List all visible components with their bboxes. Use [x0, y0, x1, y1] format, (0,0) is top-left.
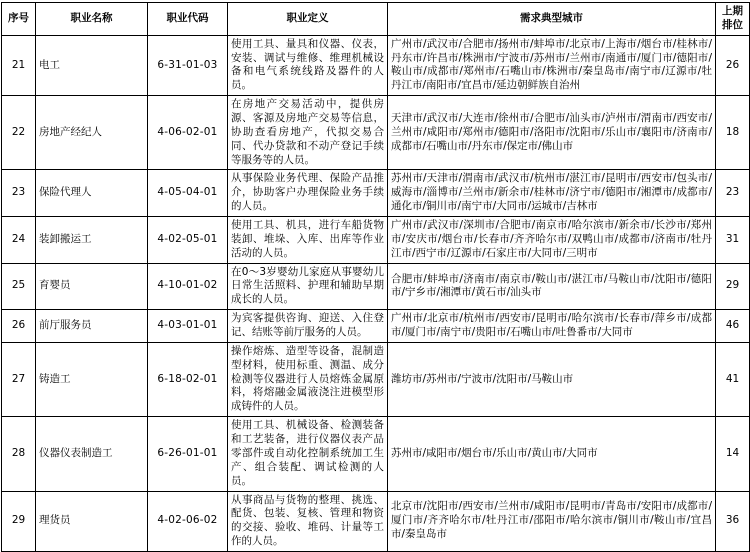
cell-occupation-definition: 从事商品与货物的整理、挑选、配货、包装、复核、管理和物资的交接、验收、堆码、计量等工作的人员。 — [228, 491, 388, 551]
column-header-rank-line2: 排位 — [722, 18, 743, 31]
cell-previous-rank: 31 — [716, 217, 750, 264]
cell-occupation-code: 4-05-04-01 — [148, 170, 228, 217]
cell-occupation-definition: 使用工具、量具和仪器、仪表，安装、调试与维修、维理机械设备和电气系统线路及器件的人员。 — [228, 35, 388, 95]
cell-previous-rank: 23 — [716, 170, 750, 217]
cell-occupation-name: 育婴员 — [36, 263, 148, 310]
table-header-row — [2, 3, 750, 36]
cell-occupation-name: 仪器仪表制造工 — [36, 417, 148, 491]
cell-occupation-name: 房地产经纪人 — [36, 96, 148, 170]
cell-occupation-definition: 使用工具、机械设备、检测装备和工艺装备，进行仪器仪表产品零部件或自动化控制系统加工生产、组合装配、调试检测的人员。 — [228, 417, 388, 491]
cell-seq: 28 — [2, 417, 36, 491]
cell-occupation-definition: 在房地产交易活动中，提供房源、客源及房地产交易等信息，协助查看房地产，代拟交易合同、代办贷款和不动产登记手续等服务等的人员。 — [228, 96, 388, 170]
table-header — [2, 3, 750, 36]
cell-occupation-name: 前厅服务员 — [36, 310, 148, 343]
table-row — [2, 417, 750, 491]
table-row — [2, 310, 750, 343]
cell-seq: 25 — [2, 263, 36, 310]
table-row — [2, 217, 750, 264]
column-header-seq: 序号 — [2, 3, 36, 36]
cell-occupation-code: 4-02-05-01 — [148, 217, 228, 264]
cell-seq: 26 — [2, 310, 36, 343]
cell-seq: 27 — [2, 342, 36, 416]
cell-demand-cities: 广州市/北京市/杭州市/西安市/昆明市/哈尔滨市/长春市/萍乡市/成都市/厦门市/南宁市/贵阳市/石嘴山市/吐鲁番市/大同市 — [388, 310, 716, 343]
column-header-rank-line1: 上期 — [722, 5, 743, 17]
table-row — [2, 35, 750, 95]
cell-occupation-definition: 操作熔炼、造型等设备，混制造型材料，使用标重、测温、成分检测等仪器进行人员熔炼金属原料，将熔融金属液浇注进模型形成铸件的人员。 — [228, 342, 388, 416]
cell-occupation-code: 6-31-01-03 — [148, 35, 228, 95]
column-header-code: 职业代码 — [148, 3, 228, 36]
cell-demand-cities: 合肥市/蚌埠市/济南市/南京市/鞍山市/湛江市/马鞍山市/沈阳市/德阳市/宁乡市/湘潭市/黄石市/汕头市 — [388, 263, 716, 310]
table-row — [2, 263, 750, 310]
cell-occupation-name: 电工 — [36, 35, 148, 95]
cell-seq: 24 — [2, 217, 36, 264]
cell-seq: 29 — [2, 491, 36, 551]
cell-occupation-definition: 使用工具、机具，进行车船货物装卸、堆垛、入库、出库等作业活动的人员。 — [228, 217, 388, 264]
cell-occupation-code: 4-10-01-02 — [148, 263, 228, 310]
cell-occupation-name: 保险代理人 — [36, 170, 148, 217]
cell-occupation-definition: 在0～3岁婴幼儿家庭从事婴幼儿日常生活照料、护理和辅助早期成长的人员。 — [228, 263, 388, 310]
table-row — [2, 96, 750, 170]
cell-occupation-name: 理货员 — [36, 491, 148, 551]
cell-demand-cities: 天津市/武汉市/大连市/徐州市/合肥市/汕头市/泸州市/渭南市/西安市/兰州市/咸阳市/郑州市/德阳市/洛阳市/沈阳市/乐山市/襄阳市/济南市/成都市/石嘴山市/丹东市/保定市/佛山市 — [388, 96, 716, 170]
cell-demand-cities: 苏州市/咸阳市/烟台市/乐山市/黄山市/大同市 — [388, 417, 716, 491]
cell-previous-rank: 46 — [716, 310, 750, 343]
cell-demand-cities: 广州市/武汉市/深圳市/合肥市/南京市/哈尔滨市/新余市/长沙市/郑州市/安庆市/烟台市/长春市/齐齐哈尔市/双鸭山市/成都市/济南市/牡丹江市/西宁市/辽源市/石家庄市/大同市/三明市 — [388, 217, 716, 264]
cell-previous-rank: 41 — [716, 342, 750, 416]
cell-previous-rank: 14 — [716, 417, 750, 491]
cell-occupation-code: 6-26-01-01 — [148, 417, 228, 491]
cell-occupation-name: 装卸搬运工 — [36, 217, 148, 264]
cell-demand-cities: 广州市/武汉市/合肥市/扬州市/蚌埠市/北京市/上海市/烟台市/桂林市/丹东市/许昌市/株洲市/宁波市/苏州市/兰州市/南通市/厦门市/德阳市/鞍山市/成都市/郑州市/石嘴山市/株洲市/秦皇岛市/南宁市/辽源市/牡丹江市/南阳市/宜昌市/延边朝鲜族自治州 — [388, 35, 716, 95]
cell-occupation-definition: 从事保险业务代理、保险产品推介，协助客户办理保险业务手续的人员。 — [228, 170, 388, 217]
table-row — [2, 342, 750, 416]
cell-previous-rank: 18 — [716, 96, 750, 170]
column-header-definition: 职业定义 — [228, 3, 388, 36]
table-row — [2, 170, 750, 217]
occupation-table — [1, 2, 750, 552]
cell-seq: 23 — [2, 170, 36, 217]
cell-occupation-definition: 为宾客提供咨询、迎送、入住登记、结账等前厅服务的人员。 — [228, 310, 388, 343]
cell-demand-cities: 潍坊市/苏州市/宁波市/沈阳市/马鞍山市 — [388, 342, 716, 416]
table-row — [2, 491, 750, 551]
cell-previous-rank: 29 — [716, 263, 750, 310]
column-header-city: 需求典型城市 — [388, 3, 716, 36]
cell-occupation-code: 4-06-02-01 — [148, 96, 228, 170]
cell-occupation-code: 4-03-01-01 — [148, 310, 228, 343]
cell-occupation-code: 4-02-06-02 — [148, 491, 228, 551]
cell-seq: 21 — [2, 35, 36, 95]
cell-demand-cities: 北京市/沈阳市/西安市/兰州市/咸阳市/昆明市/青岛市/安阳市/成都市/厦门市/齐齐哈尔市/牡丹江市/邵阳市/哈尔滨市/铜川市/鞍山市/宜昌市/秦皇岛市 — [388, 491, 716, 551]
cell-previous-rank: 36 — [716, 491, 750, 551]
cell-seq: 22 — [2, 96, 36, 170]
cell-occupation-name: 铸造工 — [36, 342, 148, 416]
column-header-rank — [716, 3, 750, 36]
table-body — [2, 35, 750, 551]
cell-demand-cities: 苏州市/天津市/渭南市/武汉市/杭州市/湛江市/昆明市/西安市/包头市/威海市/淄博市/兰州市/新余市/桂林市/济宁市/德阳市/湘潭市/成都市/通化市/铜川市/南宁市/大同市/运城市/吉林市 — [388, 170, 716, 217]
cell-previous-rank: 26 — [716, 35, 750, 95]
cell-occupation-code: 6-18-02-01 — [148, 342, 228, 416]
column-header-name: 职业名称 — [36, 3, 148, 36]
